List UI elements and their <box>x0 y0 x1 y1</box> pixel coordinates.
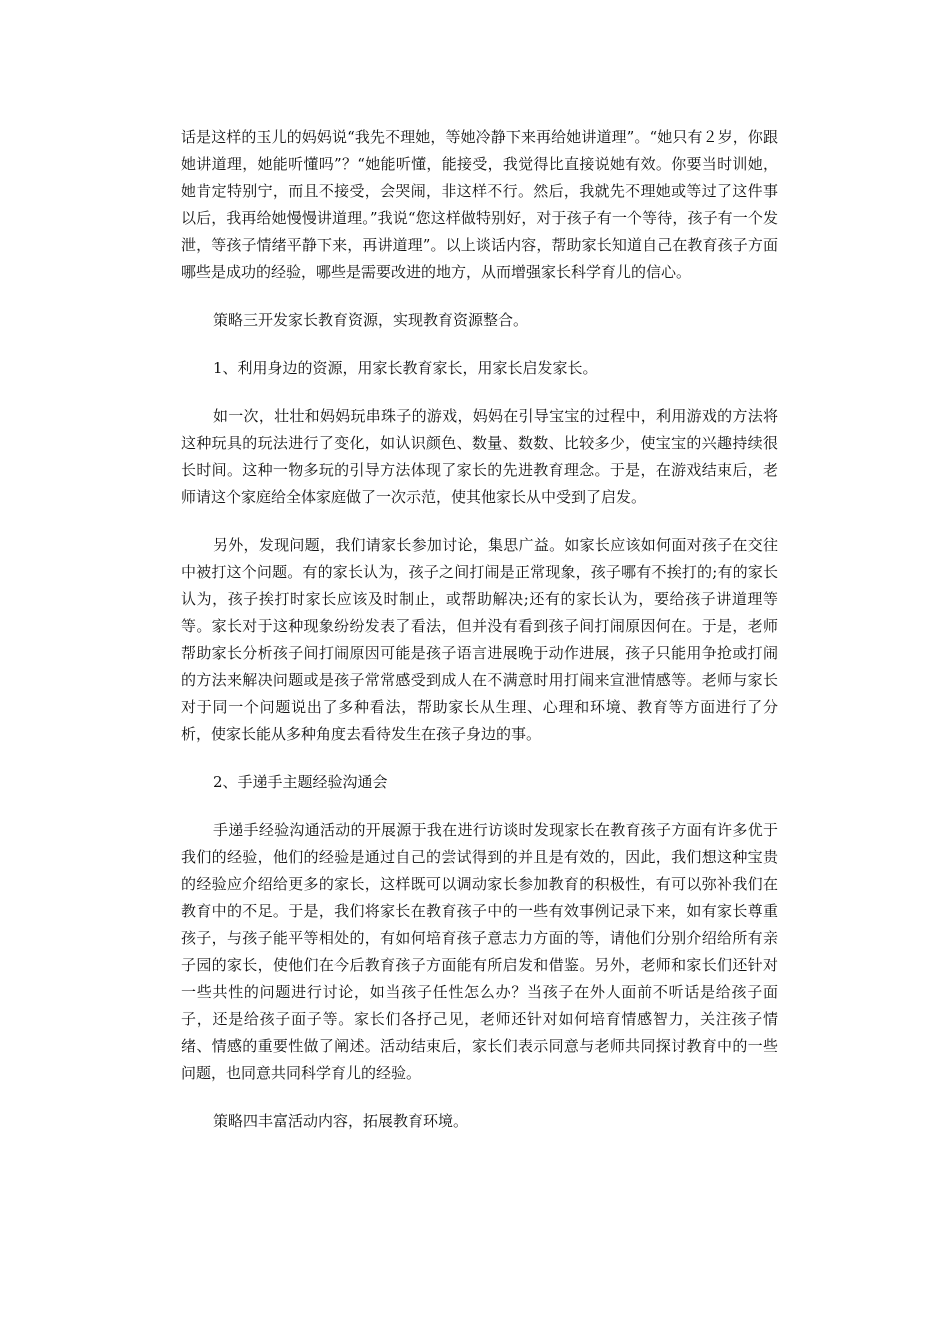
heading-strategy-four: 策略四丰富活动内容，拓展教育环境。 <box>213 1112 469 1130</box>
paragraph-conversation: 话是这样的玉儿的妈妈说“我先不理她，等她冷静下来再给她讲道理”。“她只有２岁，你跟她讲道理，她能听懂吗”？“她能听懂，能接受，我觉得比直接说她有效。你要当时训她，她肯定特别宁，而且不接受，会哭闹，非这样不行。然后，我就先不理她或等过了这件事以后，我再给她慢慢讲道理。”我说“您这样做特别好，对于孩子有一个等待，孩子有一个发泄，等孩子情绪平静下来，再讲道理”。以上谈话内容，帮助家长知道自己在教育孩子方面哪些是成功的经验，哪些是需要改进的地方，从而增强家长科学育儿的信心。 <box>181 128 778 281</box>
document-body <box>181 124 778 1156</box>
paragraph-discussion: 另外，发现问题，我们请家长参加讨论，集思广益。如家长应该如何面对孩子在交往中被打这个问题。有的家长认为，孩子之间打闹是正常现象，孩子哪有不挨打的;有的家长认为，孩子挨打时家长应该及时制止，或帮助解决;还有的家长认为，要给孩子讲道理等等。家长对于这种现象纷纷发表了看法，但并没有看到孩子间打闹原因何在。于是，老师帮助家长分析孩子间打闹原因可能是孩子语言进展晚于动作进展，孩子只能用争抢或打闹的方法来解决问题或是孩子常常感受到成人在不满意时用打闹来宣泄情感等。老师与家长对于同一个问题说出了多种看法，帮助家长从生理、心理和环境、教育等方面进行了分析，使家长能从多种角度去看待发生在孩子身边的事。 <box>181 536 778 743</box>
heading-item-two: 2、手递手主题经验沟通会 <box>213 773 388 791</box>
paragraph-bead-game: 如一次，壮壮和妈妈玩串珠子的游戏，妈妈在引导宝宝的过程中，利用游戏的方法将这种玩具的玩法进行了变化，如认识颜色、数量、数数、比较多少，使宝宝的兴趣持续很长时间。这种一物多玩的引导方法体现了家长的先进教育理念。于是，在游戏结束后，老师请这个家庭给全体家庭做了一次示范，使其他家长从中受到了启发。 <box>181 407 778 506</box>
heading-strategy-three: 策略三开发家长教育资源，实现教育资源整合。 <box>213 311 529 329</box>
heading-item-one: 1、利用身边的资源，用家长教育家长，用家长启发家长。 <box>213 359 598 377</box>
paragraph-hand-to-hand: 手递手经验沟通活动的开展源于我在进行访谈时发现家长在教育孩子方面有许多优于我们的经验，他们的经验是通过自己的尝试得到的并且是有效的，因此，我们想这种宝贵的经验应介绍给更多的家长，这样既可以调动家长参加教育的积极性，有可以弥补我们在教育中的不足。于是，我们将家长在教育孩子中的一些有效事例记录下来，如有家长尊重孩子，与孩子能平等相处的，有如何培育孩子意志力方面的等，请他们分别介绍给所有亲子园的家长，使他们在今后教育孩子方面能有所启发和借鉴。另外，老师和家长们还针对一些共性的问题进行讨论，如当孩子任性怎么办？当孩子在外人面前不听话是给孩子面子，还是给孩子面子等。家长们各抒己见，老师还针对如何培育情感智力，关注孩子情绪、情感的重要性做了阐述。活动结束后，家长们表示同意与老师共同探讨教育中的一些问题，也同意共同科学育儿的经验。 <box>181 821 778 1082</box>
